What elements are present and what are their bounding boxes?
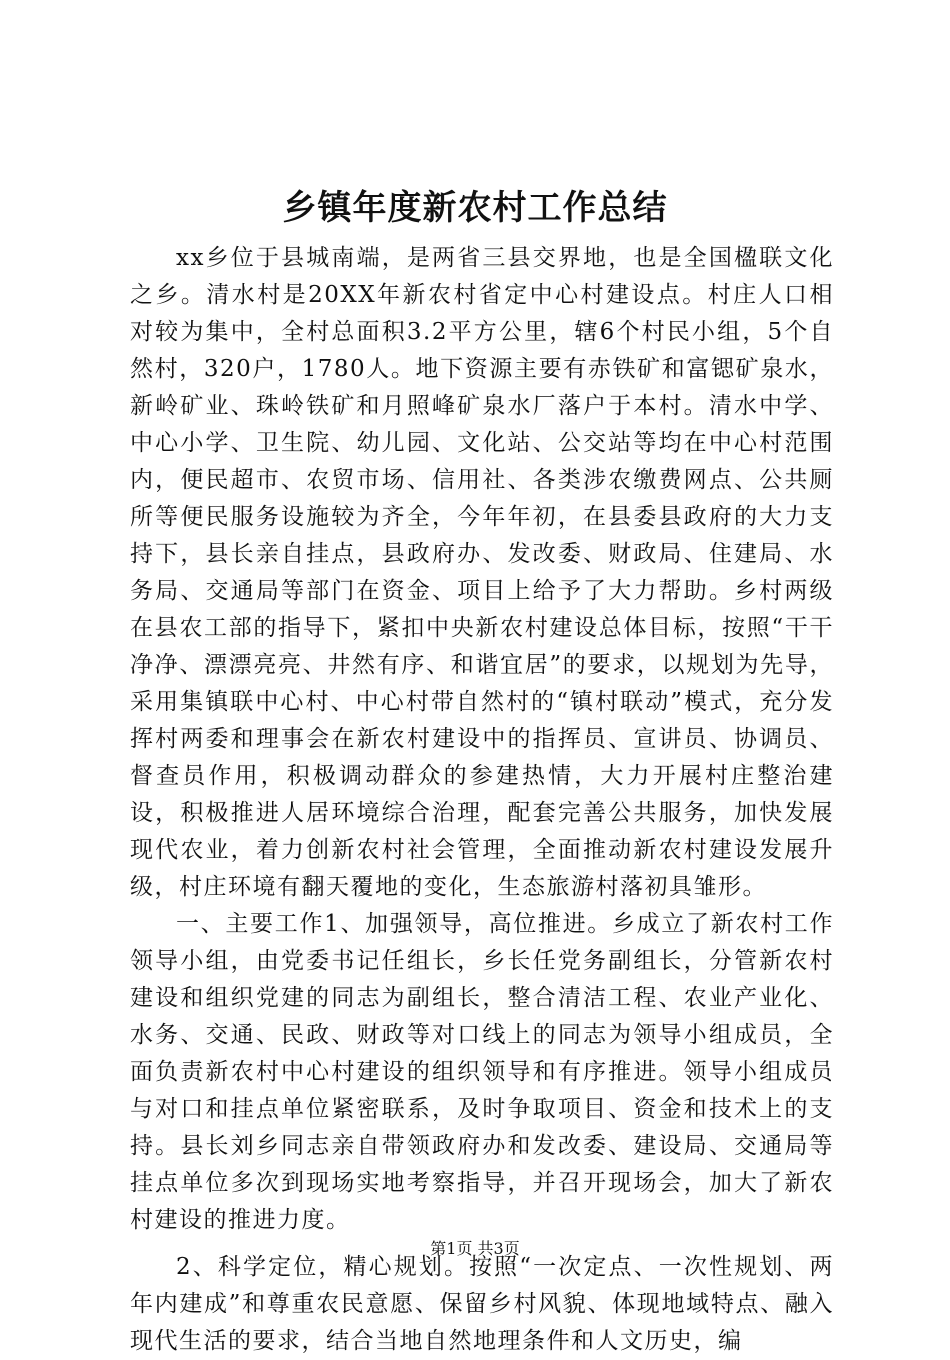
document-body: [130, 240, 834, 1360]
paragraph-intro: xx乡位于县城南端，是两省三县交界地，也是全国楹联文化之乡。清水村是20XX年新农村省定中心村建设点。村庄人口相对较为集中，全村总面积3.2平方公里，辖6个村民小组，5个自然村，320户，1780人。地下资源主要有赤铁矿和富锶矿泉水，新岭矿业、珠岭铁矿和月照峰矿泉水厂落户于本村。清水中学、中心小学、卫生院、幼儿园、文化站、公交站等均在中心村范围内，便民超市、农贸市场、信用社、各类涉农缴费网点、公共厕所等便民服务设施较为齐全，今年年初，在县委县政府的大力支持下，县长亲自挂点，县政府办、发改委、财政局、住建局、水务局、交通局等部门在资金、项目上给予了大力帮助。乡村两级在县农工部的指导下，紧扣中央新农村建设总体目标，按照“干干净净、漂漂亮亮、井然有序、和谐宜居”的要求，以规划为先导，采用集镇联中心村、中心村带自然村的“镇村联动”模式，充分发挥村两委和理事会在新农村建设中的指挥员、宣讲员、协调员、督查员作用，积极调动群众的参建热情，大力开展村庄整治建设，积极推进人居环境综合治理，配套完善公共服务，加快发展现代农业，着力创新农村社会管理，全面推动新农村建设发展升级，村庄环境有翻天覆地的变化，生态旅游村落初具雏形。: [130, 245, 834, 900]
paragraph-main-work: 一、主要工作1、加强领导，高位推进。乡成立了新农村工作领导小组，由党委书记任组长，乡长任党务副组长，分管新农村建设和组织党建的同志为副组长，整合清洁工程、农业产业化、水务、交通、民政、财政等对口线上的同志为领导小组成员，全面负责新农村中心村建设的组织领导和有序推进。领导小组成员与对口和挂点单位紧密联系，及时争取项目、资金和技术上的支持。县长刘乡同志亲自带领政府办和发改委、建设局、交通局等挂点单位多次到现场实地考察指导，并召开现场会，加大了新农村建设的推进力度。: [130, 911, 834, 1233]
paragraph-planning: 2、科学定位，精心规划。按照“一次定点、一次性规划、两年内建成”和尊重农民意愿、保留乡村风貌、体现地域特点、融入现代生活的要求，结合当地自然地理条件和人文历史，编: [130, 1254, 834, 1354]
page-footer: 第1页 共3页: [430, 1239, 520, 1258]
document-title: 乡镇年度新农村工作总结: [282, 188, 668, 228]
